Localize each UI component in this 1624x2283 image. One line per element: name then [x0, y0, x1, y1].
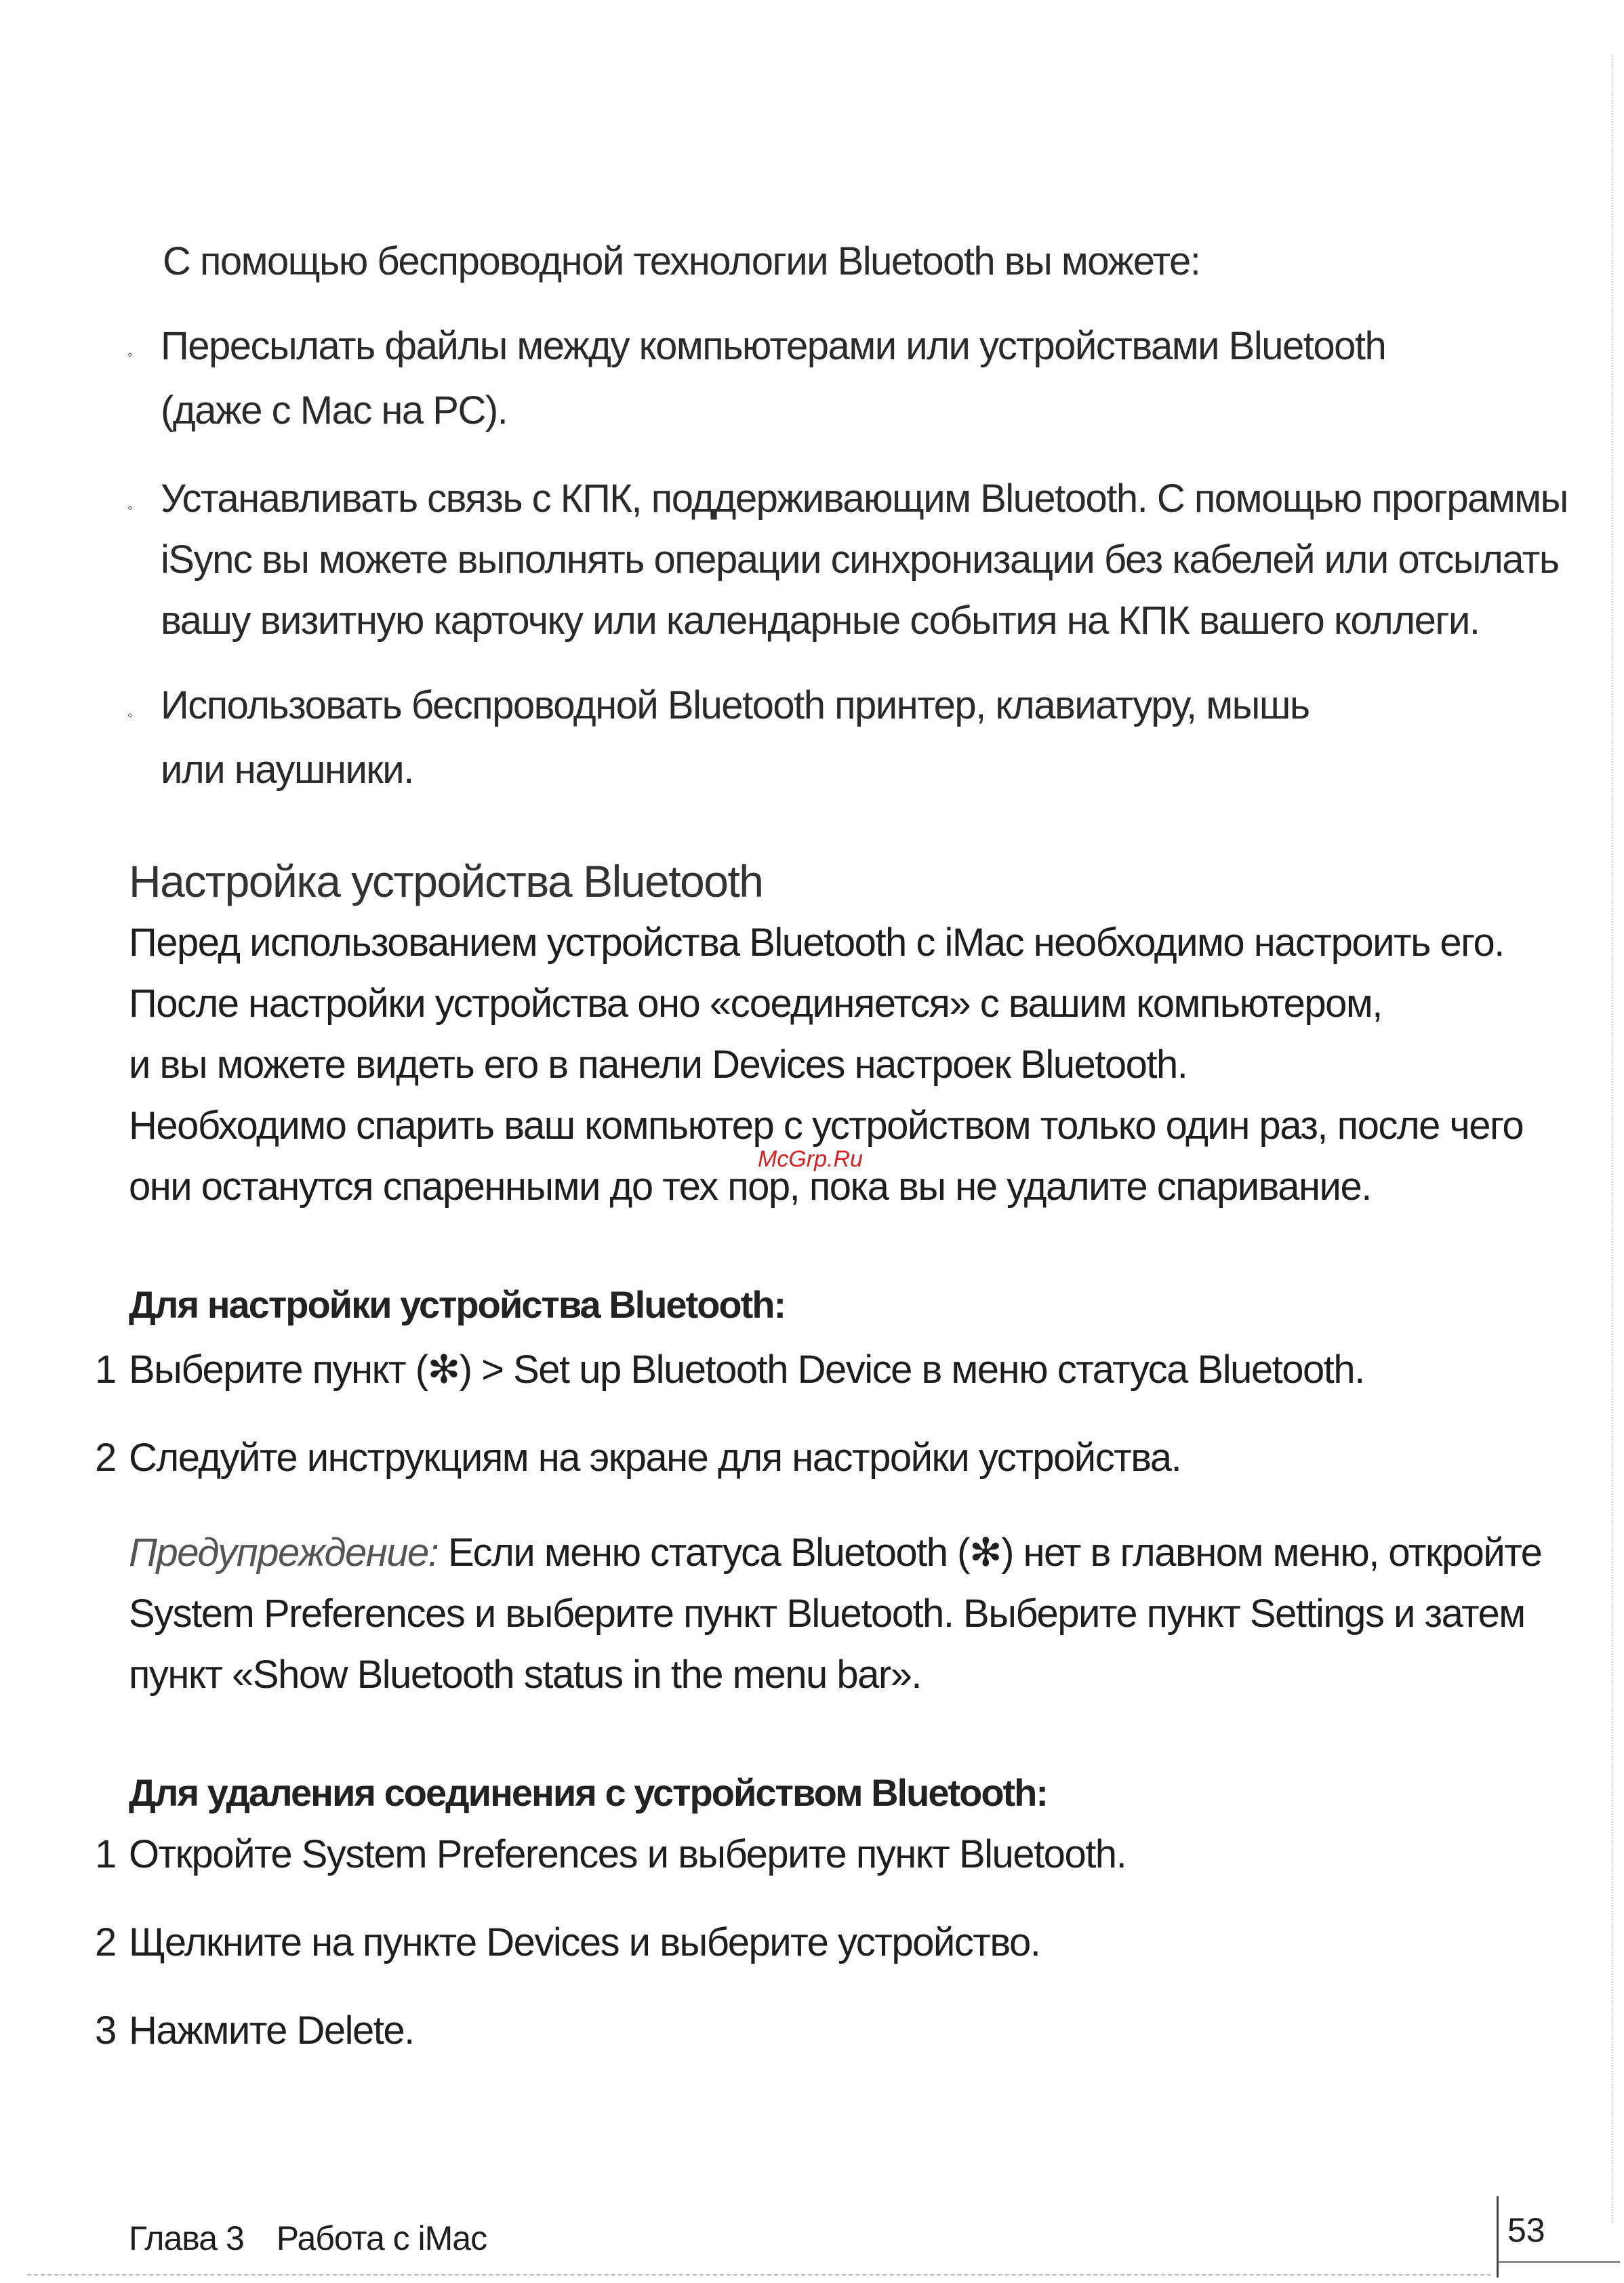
warning-text-1: Если меню статуса Bluetooth (✻) нет в главном меню, откройте — [447, 1531, 1542, 1575]
intro-line: С помощью беспроводной технологии Bluetooth вы можете: — [163, 239, 1200, 283]
step-number: 2 — [95, 1436, 117, 1480]
section-para-line-4: Необходимо спарить ваш компьютер с устройством только один раз, после чего — [129, 1104, 1524, 1148]
bullet-marker: ◦ — [127, 346, 133, 363]
setup-step-2: Следуйте инструкциям на экране для настройки устройства. — [129, 1436, 1181, 1480]
bullet-1-line-2: (даже с Mac на PC). — [161, 388, 508, 432]
setup-title: Для настройки устройства Bluetooth: — [129, 1283, 786, 1326]
warning-label: Предупреждение: — [129, 1531, 439, 1575]
step-number: 2 — [95, 1920, 117, 1964]
chapter-title: Работа с iMac — [276, 2219, 487, 2257]
bullet-2-line-1: Устанавливать связь с КПК, поддерживающим Bluetooth. С помощью программы — [161, 477, 1568, 521]
step-number: 1 — [95, 1832, 117, 1876]
footer-chapter — [129, 2211, 487, 2265]
warning-line-2: System Preferences и выберите пункт Bluetooth. Выберите пункт Settings и затем — [129, 1592, 1525, 1636]
bullet-1-line-1: Пересылать файлы между компьютерами или устройствами Bluetooth — [161, 324, 1386, 368]
section-para-line-3: и вы можете видеть его в панели Devices настроек Bluetooth. — [129, 1043, 1187, 1087]
bullet-2-line-3: вашу визитную карточку или календарные события на КПК вашего коллеги. — [161, 599, 1480, 643]
scan-edge-line — [1612, 54, 1613, 2223]
remove-title: Для удаления соединения с устройством Bluetooth: — [129, 1771, 1048, 1814]
bullet-marker: ◦ — [127, 706, 133, 723]
step-number: 3 — [95, 2008, 117, 2053]
section-heading: Настройка устройства Bluetooth — [129, 856, 763, 906]
bullet-3-line-1: Использовать беспроводной Bluetooth принтер, клавиатуру, мышь — [161, 683, 1310, 727]
remove-step-1: Откройте System Preferences и выберите пункт Bluetooth. — [129, 1832, 1126, 1876]
bullet-marker: ◦ — [127, 499, 133, 516]
section-para-line-1: Перед использованием устройства Bluetooth с iMac необходимо настроить его. — [129, 921, 1504, 965]
section-para-line-5: они останутся спаренными до тех пор, пока вы не удалите спаривание. — [129, 1165, 1371, 1209]
setup-step-1: Выберите пункт (✻) > Set up Bluetooth Device в меню статуса Bluetooth. — [129, 1348, 1364, 1392]
watermark-text: McGrp.Ru — [758, 1146, 863, 1172]
bullet-2-line-2: iSync вы можете выполнять операции синхронизации без кабелей или отсылать — [161, 538, 1559, 582]
warning-line-3: пункт «Show Bluetooth status in the menu bar». — [129, 1653, 922, 1697]
page-number: 53 — [1507, 2211, 1545, 2249]
bottom-scan-line — [27, 2274, 1491, 2276]
warning-line-1 — [129, 1522, 1541, 1584]
step-number: 1 — [95, 1348, 117, 1392]
page-number-rule — [1498, 2261, 1620, 2263]
footer-divider — [1497, 2196, 1499, 2278]
remove-step-2: Щелкните на пункте Devices и выберите устройство. — [129, 1920, 1040, 1964]
section-para-line-2: После настройки устройства оно «соединяется» с вашим компьютером, — [129, 982, 1382, 1026]
remove-step-3: Нажмите Delete. — [129, 2008, 414, 2053]
bullet-3-line-2: или наушники. — [161, 748, 413, 792]
chapter-label: Глава 3 — [129, 2219, 244, 2257]
